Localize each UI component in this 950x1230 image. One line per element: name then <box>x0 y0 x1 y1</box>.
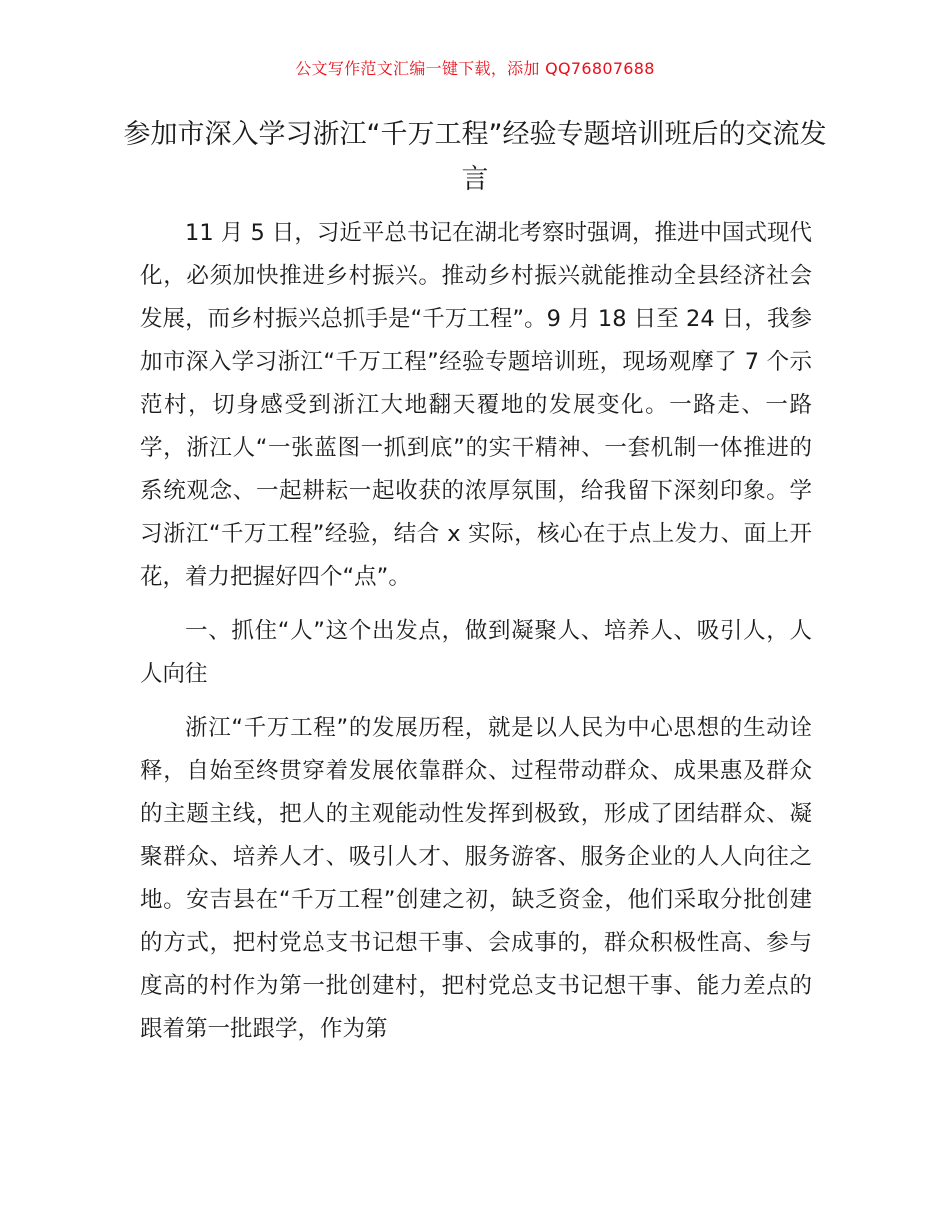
paragraph-intro: 11 月 5 日，习近平总书记在湖北考察时强调，推进中国式现代化，必须加快推进乡村振兴。推动乡村振兴就能推动全县经济社会发展，而乡村振兴总抓手是“千万工程”。9 月 18 日至 24 日，我参加市深入学习浙江“千万工程”经验专题培训班，现场观摩了 7 个示范村，切身感受到浙江大地翻天覆地的发展变化。一路走、一路学，浙江人“一张蓝图一抓到底”的实干精神、一套机制一体推进的系统观念、一起耕耘一起收获的浓厚氛围，给我留下深刻印象。学习浙江“千万工程”经验，结合 x 实际，核心在于点上发力、面上开花，着力把握好四个“点”。 <box>140 220 812 590</box>
section-heading-1: 一、抓住“人”这个出发点，做到凝聚人、培养人、吸引人，人人向往 <box>140 618 812 687</box>
document-title: 参加市深入学习浙江“千万工程”经验专题培训班后的交流发言 <box>123 119 827 195</box>
paragraph-section-1: 浙江“千万工程”的发展历程，就是以人民为中心思想的生动诠释，自始至终贯穿着发展依靠群众、过程带动群众、成果惠及群众的主题主线，把人的主观能动性发挥到极致，形成了团结群众、凝聚群众、培养人才、吸引人才、服务游客、服务企业的人人向往之地。安吉县在“千万工程”创建之初，缺乏资金，他们采取分批创建的方式，把村党总支书记想干事、会成事的，群众积极性高、参与度高的村作为第一批创建村，把村党总支书记想干事、能力差点的跟着第一批跟学，作为第 <box>140 715 812 1042</box>
document-body <box>140 212 812 1051</box>
download-notice: 公文写作范文汇编一键下载，添加 QQ76807688 <box>295 59 655 78</box>
